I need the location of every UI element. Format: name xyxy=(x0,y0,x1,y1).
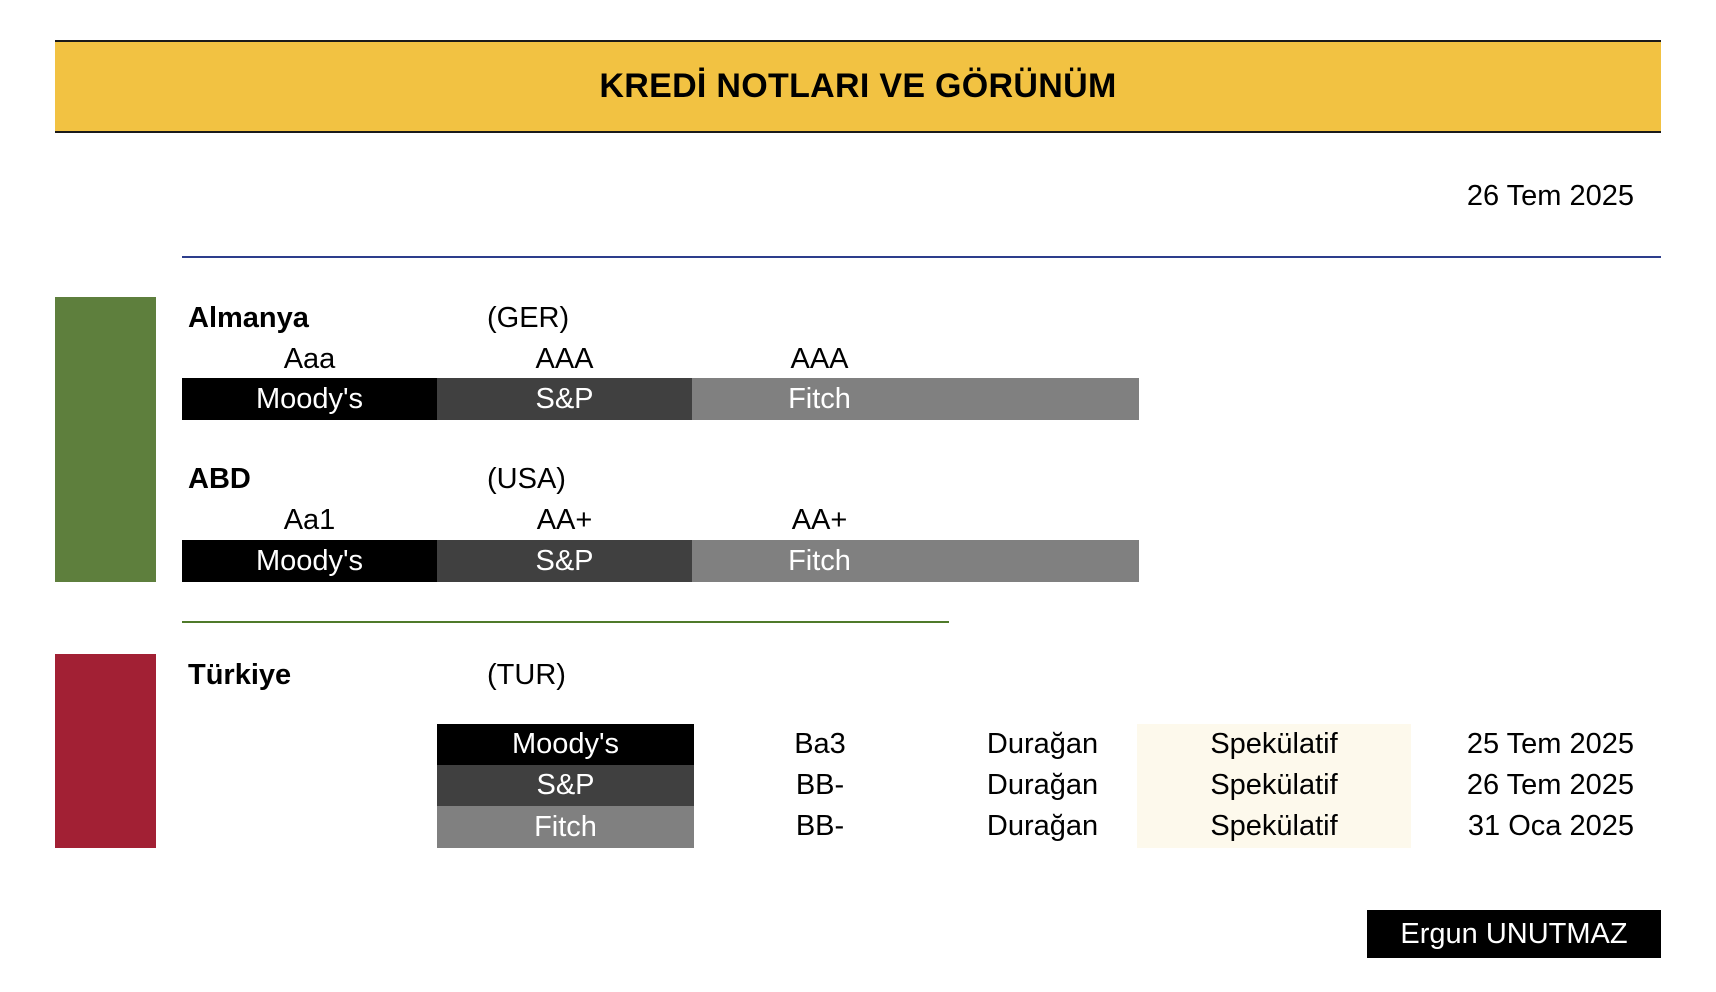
usa-sp-label: S&P xyxy=(437,540,692,582)
country-code-germany: (GER) xyxy=(487,302,570,334)
germany-sp-rating: AAA xyxy=(535,343,594,375)
turkey-fitch-date: 31 Oca 2025 xyxy=(1467,810,1634,842)
usa-fitch-label xyxy=(692,540,1139,582)
turkey-moodys-category: Spekülatif xyxy=(1210,728,1338,760)
usa-moodys-label: Moody's xyxy=(182,540,437,582)
title-banner xyxy=(55,40,1661,133)
country-name-usa: ABD xyxy=(188,463,251,495)
turkey-fitch-rating: BB- xyxy=(795,810,845,842)
germany-fitch-label xyxy=(692,378,1139,420)
investment-grade-bar xyxy=(55,297,156,582)
turkey-moodys-rating: Ba3 xyxy=(794,728,846,760)
usa-sp-rating: AA+ xyxy=(536,504,593,536)
turkey-sp-outlook: Durağan xyxy=(986,769,1099,801)
germany-fitch-rating: AAA xyxy=(790,343,849,375)
country-code-turkey: (TUR) xyxy=(487,659,566,691)
country-name-germany: Almanya xyxy=(188,302,309,334)
germany-moodys-rating: Aaa xyxy=(283,343,336,375)
country-name-turkey: Türkiye xyxy=(188,659,292,691)
germany-moodys-label: Moody's xyxy=(182,378,437,420)
usa-fitch-label-text: Fitch xyxy=(788,544,851,577)
usa-moodys-rating: Aa1 xyxy=(283,504,336,536)
turkey-moodys-outlook: Durağan xyxy=(986,728,1099,760)
turkey-sp-label: S&P xyxy=(437,765,694,806)
turkey-sp-date: 26 Tem 2025 xyxy=(1466,769,1634,801)
author-badge: Ergun UNUTMAZ xyxy=(1367,910,1661,958)
turkey-fitch-outlook: Durağan xyxy=(986,810,1099,842)
germany-fitch-label-text: Fitch xyxy=(788,382,851,415)
turkey-moodys-label: Moody's xyxy=(437,724,694,765)
country-code-usa: (USA) xyxy=(487,463,566,495)
usa-fitch-rating: AA+ xyxy=(791,504,848,536)
turkey-sp-rating: BB- xyxy=(795,769,845,801)
page-title: KREDİ NOTLARI VE GÖRÜNÜM xyxy=(599,67,1117,105)
turkey-fitch-category: Spekülatif xyxy=(1210,810,1338,842)
report-date: 26 Tem 2025 xyxy=(1466,180,1634,212)
turkey-sp-category: Spekülatif xyxy=(1210,769,1338,801)
divider-top xyxy=(182,256,1661,258)
turkey-fitch-label: Fitch xyxy=(437,806,694,848)
speculative-grade-bar xyxy=(55,654,156,848)
germany-sp-label: S&P xyxy=(437,378,692,420)
turkey-moodys-date: 25 Tem 2025 xyxy=(1466,728,1634,760)
divider-middle xyxy=(182,621,949,623)
